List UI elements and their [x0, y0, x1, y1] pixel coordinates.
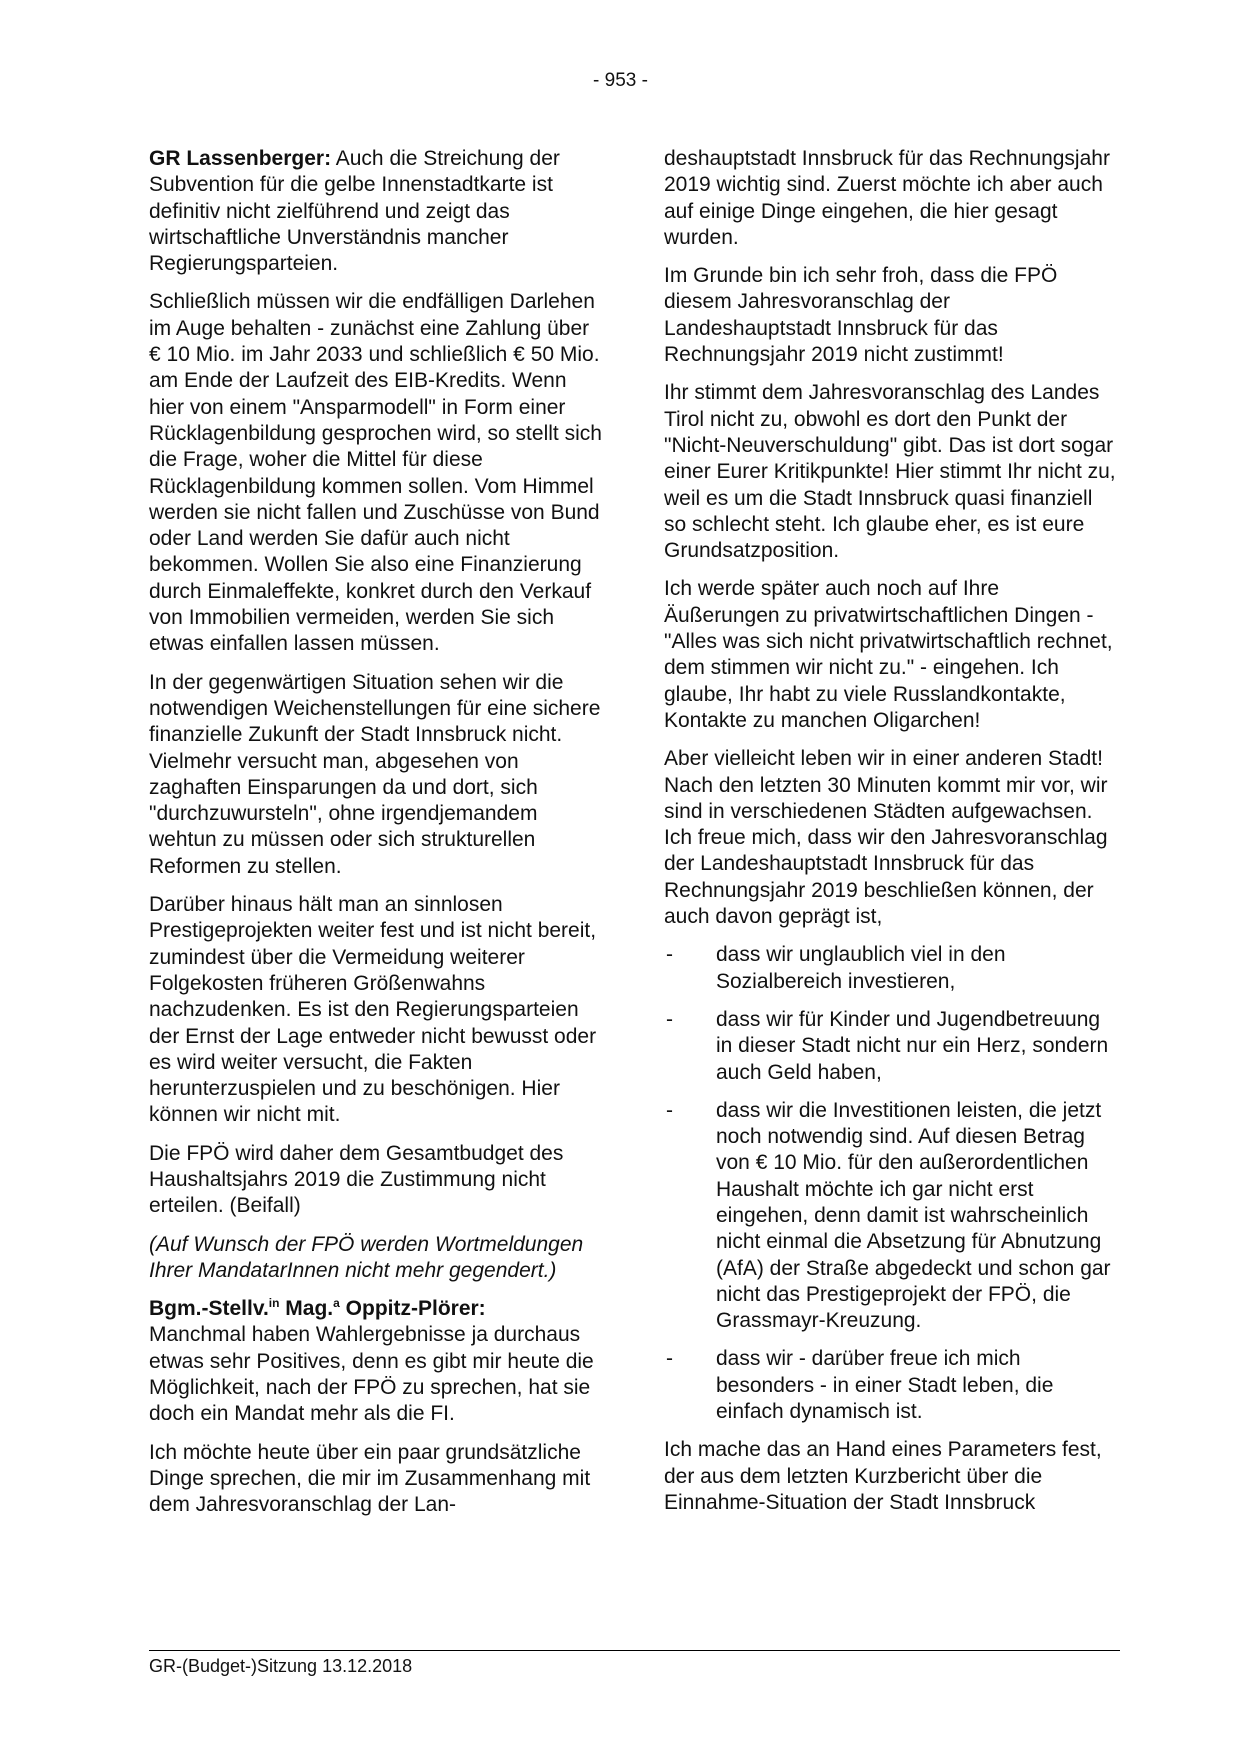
speaker-degree-suffix: a	[333, 1296, 340, 1311]
footer-divider	[149, 1650, 1120, 1651]
speaker-degree: Mag.	[279, 1297, 334, 1321]
paragraph-text: Auch die Streichung der Subvention für die gelbe Innenstadtkarte ist definitiv nicht zielführend und zeigt das wirtschaftliche Unverständnis mancher Regierungsparteien.	[149, 147, 560, 276]
paragraph: Ich möchte heute über ein paar grundsätzliche Dinge sprechen, die mir im Zusammenhang mit dem Jahresvoranschlag der Lan-	[149, 1440, 591, 1517]
dash-bullet: -	[666, 943, 673, 967]
list-item	[664, 1098, 1120, 1335]
footer-session-label: GR-(Budget-)Sitzung 13.12.2018	[149, 1656, 413, 1676]
paragraph: In der gegenwärtigen Situation sehen wir die notwendigen Weichenstellungen für eine sichere finanzielle Zukunft der Stadt Innsbruck nicht. Vielmehr versucht man, abgesehen von zaghaften Einsparungen da und dort, sich "durchzuwursteln", ohne irgendjemandem wehtun zu müssen oder sich strukturellen Reformen zu stellen.	[149, 670, 601, 878]
paragraph	[149, 1296, 605, 1427]
paragraph: Die FPÖ wird daher dem Gesamtbudget des Haushaltsjahrs 2019 die Zustimmung nicht erteilen. (Beifall)	[149, 1141, 564, 1218]
list-item	[664, 1007, 1120, 1086]
paragraph: Ich mache das an Hand eines Parameters fest, der aus dem letzten Kurzbericht über die Einnahme-Situation der Stadt Innsbruck	[664, 1438, 1102, 1514]
speaker-name	[149, 1297, 486, 1320]
dash-list	[664, 942, 1120, 1425]
paragraph	[149, 146, 605, 277]
speaker-title: Bgm.-Stellv.	[149, 1297, 269, 1321]
list-item	[664, 942, 1120, 995]
page-number: - 953 -	[593, 70, 648, 91]
speaker-title-suffix: in	[268, 1296, 280, 1311]
dash-bullet: -	[666, 1007, 673, 1031]
paragraph: Aber vielleicht leben wir in einer anderen Stadt! Nach den letzten 30 Minuten kommt mir vor, wir sind in verschiedenen Städten aufgewachsen. Ich freue mich, dass wir den Jahresvoranschlag der Landeshauptstadt Innsbruck für das Rechnungsjahr 2019 beschließen können, der auch davon geprägt ist,	[664, 747, 1108, 929]
paragraph: Im Grunde bin ich sehr froh, dass die FPÖ diesem Jahresvoranschlag der Landeshauptstadt Innsbruck für das Rechnungsjahr 2019 nicht zustimmt!	[664, 264, 1058, 367]
paragraph: Ihr stimmt dem Jahresvoranschlag des Landes Tirol nicht zu, obwohl es dort den Punkt der "Nicht-Neuverschuldung" gibt. Das ist dort sogar einer Eurer Kritikpunkte! Hier stimmt Ihr nicht zu, weil es um die Stadt Innsbruck quasi finanziell so schlecht steht. Ich glaube eher, es ist eure Grundsatzposition.	[664, 381, 1116, 563]
list-item-text: dass wir für Kinder und Jugendbetreuung in dieser Stadt nicht nur ein Herz, sondern auch Geld haben,	[716, 1007, 1109, 1084]
dash-bullet: -	[666, 1098, 673, 1122]
list-item-text: dass wir - darüber freue ich mich besonders - in einer Stadt leben, die einfach dynamisch ist.	[716, 1347, 1054, 1424]
paragraph: Darüber hinaus hält man an sinnlosen Prestigeprojekten weiter fest und ist nicht bereit, zumindest über die Vermeidung weiterer Folgekosten früheren Größenwahns nachzudenken. Es ist den Regierungsparteien der Ernst der Lage entweder nicht bewusst oder es wird weiter versucht, die Fakten herunterzuspielen und zu beschönigen. Hier können wir nicht mit.	[149, 893, 597, 1127]
right-column	[664, 146, 1120, 1528]
dash-bullet: -	[666, 1347, 673, 1371]
list-item-text: dass wir die Investitionen leisten, die jetzt noch notwendig sind. Auf diesen Betrag von € 10 Mio. für den außerordentlichen Haushalt möchte ich gar nicht erst eingehen, denn damit ist wahrscheinlich nicht einmal die Absetzung für Abnutzung (AfA) der Straße abgedeckt und schon gar nicht das Prestigeprojekt der FPÖ, die Grassmayr-Kreuzung.	[716, 1098, 1111, 1333]
paragraph: Schließlich müssen wir die endfälligen Darlehen im Auge behalten - zunächst eine Zahlung über € 10 Mio. im Jahr 2033 und schließlich € 50 Mio. am Ende der Laufzeit des EIB-Kredits. Wenn hier von einem "Ansparmodell" in Form einer Rücklagenbildung gesprochen wird, so stellt sich die Frage, woher die Mittel für diese Rücklagenbildung kommen sollen. Vom Himmel werden sie nicht fallen und Zuschüsse von Bund oder Land werden Sie dafür auch nicht bekommen. Wollen Sie also eine Finanzierung durch Einmaleffekte, konkret durch den Verkauf von Immobilien vermeiden, werden Sie sich etwas einfallen lassen müssen.	[149, 290, 602, 656]
paragraph: deshauptstadt Innsbruck für das Rechnungsjahr 2019 wichtig sind. Zuerst möchte ich aber auch auf einige Dinge eingehen, die hier gesagt wurden.	[664, 147, 1110, 249]
left-column	[149, 146, 605, 1531]
speaker-surname: Oppitz-Plörer:	[339, 1297, 486, 1321]
paragraph-text: Manchmal haben Wahlergebnisse ja durchaus etwas sehr Positives, denn es gibt mir heute die Möglichkeit, nach der FPÖ zu sprechen, hat sie doch ein Mandat mehr als die FI.	[149, 1323, 594, 1426]
list-item-text: dass wir unglaublich viel in den Sozialbereich investieren,	[716, 943, 1006, 993]
speaker-name: GR Lassenberger:	[149, 147, 332, 170]
editorial-note: (Auf Wunsch der FPÖ werden Wortmeldungen Ihrer MandatarInnen nicht mehr gegendert.)	[149, 1232, 584, 1282]
list-item	[664, 1346, 1120, 1425]
paragraph: Ich werde später auch noch auf Ihre Äußerungen zu privatwirtschaftlichen Dingen - "Alles was sich nicht privatwirtschaftlich rechnet, dem stimmen wir nicht zu." - eingehen. Ich glaube, Ihr habt zu viele Russlandkontakte, Kontakte zu manchen Oligarchen!	[664, 577, 1113, 732]
